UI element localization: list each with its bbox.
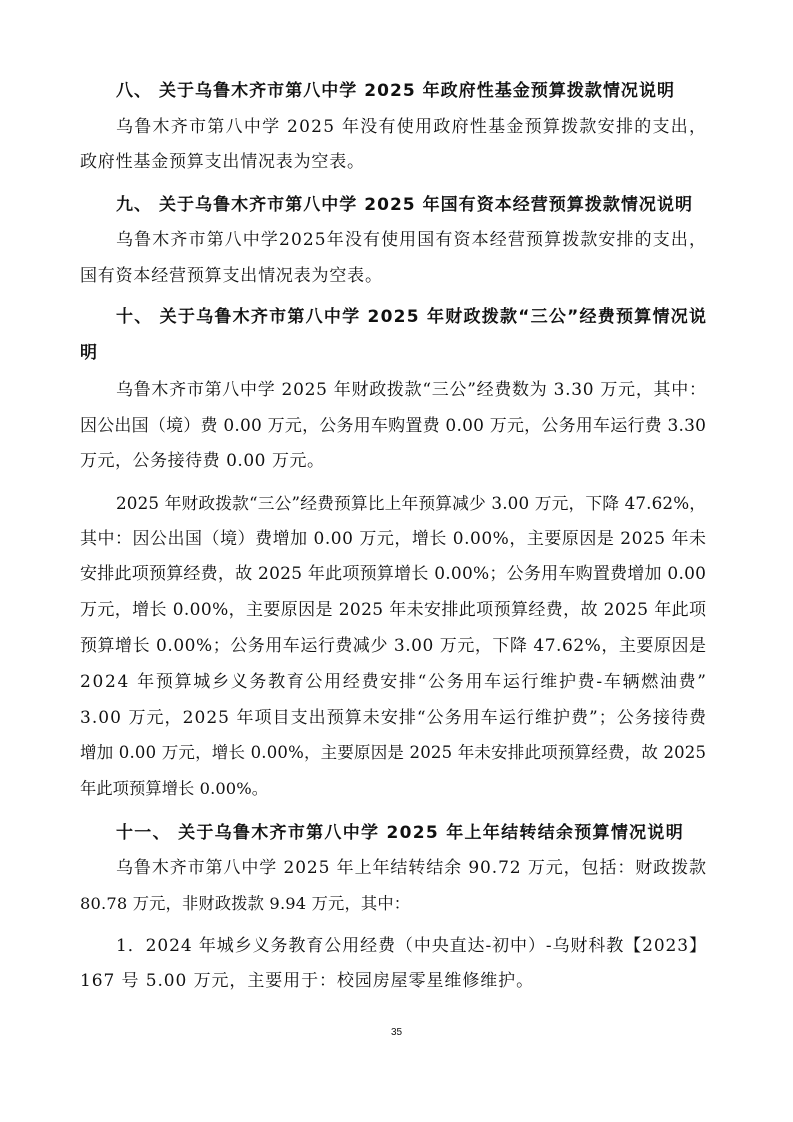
paragraph-line: 增加 0.00 万元，增长 0.00%，主要原因是 2025 年未安排此项预算经费，故 2025 [80,743,707,762]
paragraph-line: 乌鲁木齐市第八中学 2025 年财政拨款“三公”经费数为 3.30 万元，其中： [116,380,707,400]
paragraph-line: 167 号 5.00 万元，主要用于：校园房屋零星维修维护。 [80,971,534,991]
section-heading-line: 八、 关于乌鲁木齐市第八中学 2025 年政府性基金预算拨款情况说明 [116,81,676,101]
paragraph-line: 万元，增长 0.00%，主要原因是 2025 年未安排此项预算经费，故 2025 年此项 [80,600,707,620]
section-heading-line: 十一、 关于乌鲁木齐市第八中学 2025 年上年结转结余预算情况说明 [116,823,684,843]
paragraph-line: 预算增长 0.00%；公务用车运行费减少 3.00 万元，下降 47.62%，主要原因是 [80,636,707,656]
section-heading-line: 明 [80,343,97,363]
paragraph-line: 3.00 万元，2025 年项目支出预算未安排“公务用车运行维护费”；公务接待费 [80,708,708,728]
paragraph-line: 80.78 万元，非财政拨款 9.94 万元，其中： [80,894,411,913]
paragraph-line: 乌鲁木齐市第八中学 2025 年上年结转结余 90.72 万元，包括：财政拨款 [116,858,707,878]
page-number: 35 [390,1027,403,1038]
section-heading-line: 九、 关于乌鲁木齐市第八中学 2025 年国有资本经营预算拨款情况说明 [116,195,694,215]
paragraph-line: 1．2024 年城乡义务教育公用经费（中央直达-初中）-乌财科教【2023】 [116,936,707,956]
section-heading-line: 十、 关于乌鲁木齐市第八中学 2025 年财政拨款“三公”经费预算情况说 [116,307,708,327]
paragraph-line: 因公出国（境）费 0.00 万元，公务用车购置费 0.00 万元，公务用车运行费 3.30 [80,416,707,436]
paragraph-line: 2024 年预算城乡义务教育公用经费安排“公务用车运行维护费-车辆燃油费” [80,672,708,692]
paragraph-line: 2025 年财政拨款“三公”经费预算比上年预算减少 3.00 万元，下降 47.62%， [116,493,707,513]
paragraph-line: 年此项预算增长 0.00%。 [80,779,269,798]
paragraph-line: 政府性基金预算支出情况表为空表。 [80,152,365,172]
paragraph-line: 万元，公务接待费 0.00 万元。 [80,451,325,471]
paragraph-line: 乌鲁木齐市第八中学2025年没有使用国有资本经营预算拨款安排的支出， [116,230,708,250]
paragraph-line: 乌鲁木齐市第八中学 2025 年没有使用政府性基金预算拨款安排的支出， [116,117,708,137]
paragraph-line: 国有资本经营预算支出情况表为空表。 [80,266,383,286]
paragraph-line: 安排此项预算经费，故 2025 年此项预算增长 0.00%；公务用车购置费增加 0.00 [80,564,707,584]
paragraph-line: 其中：因公出国（境）费增加 0.00 万元，增长 0.00%，主要原因是 2025 年未 [80,529,707,549]
